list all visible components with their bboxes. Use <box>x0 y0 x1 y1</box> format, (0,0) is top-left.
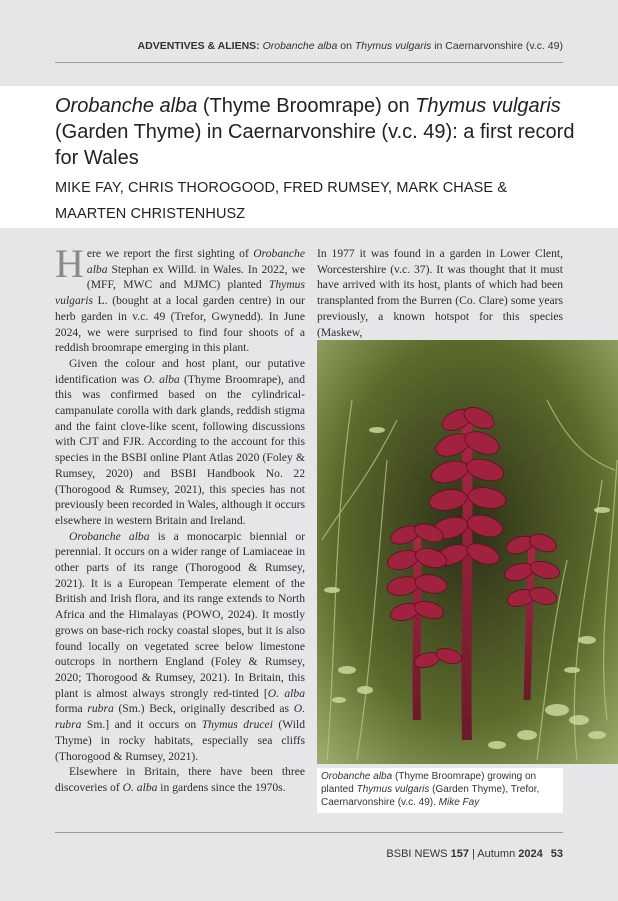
p3-text-b: forma <box>55 702 88 716</box>
p3-text-e: (Wild Thyme) in rocky habitats, especially sea cliffs (Thorogood & Rumsey, 2021). <box>55 718 306 763</box>
issue-number: 157 <box>450 848 469 860</box>
footer-divider <box>55 832 563 833</box>
paragraph-2 <box>55 356 305 529</box>
body-column-right <box>317 246 563 340</box>
running-header-text <box>138 40 563 52</box>
issue-season: | Autumn <box>468 848 519 860</box>
broomrape-photo-illustration <box>317 340 618 764</box>
figure-caption <box>317 768 563 813</box>
p3-text-d: Sm.] and it occurs on <box>81 718 202 732</box>
p3-taxon-1: Orobanche alba <box>69 529 150 543</box>
header-divider <box>55 62 563 63</box>
p1-text-b: Stephan ex Willd. in Wales. In 2022, we (MFF, MWC and MJMC) planted <box>86 262 305 292</box>
p2-text-a: Given the colour and host plant, our putative identification was <box>55 356 305 386</box>
p3-text-c: (Sm.) Beck, originally described as <box>113 702 294 716</box>
p4-text-b: in gardens since the 1970s. <box>157 780 286 794</box>
body-column-left <box>55 241 306 796</box>
p2-taxon-1: O. alba <box>143 372 180 386</box>
drop-cap: H <box>55 241 84 286</box>
p1-taxon-1: Orobanche alba <box>86 247 305 276</box>
broomrape-photo <box>317 340 618 764</box>
running-header <box>0 0 618 86</box>
p1-taxon-2: Thymus vulgaris <box>55 278 305 308</box>
caption-taxon-2: Thymus vulgaris <box>356 784 430 795</box>
header-text-mid: on <box>337 40 355 52</box>
paragraph-3 <box>55 529 305 765</box>
p3-text-a: is a monocarpic biennial or perennial. It occurs on a wider range of Lamiaceae in other parts of its range (Thorogood & Rumsey, 2021). It is a European Temperate element of the British and Irish flora, and its range extends to North Africa and the Himalayas (POWO, 2024). It mostly grows on base-rich rocky coastal slopes, but it is also found locally on vegetated scree below limestone outcrops in northern England (Foley & Rumsey, 2020; Thorogood & Rumsey, 2021). In Britain, this plant is almost always strongly red-tinted [ <box>55 529 305 700</box>
title-text-1: (Thyme Broomrape) on <box>197 95 416 117</box>
article-title <box>55 93 575 171</box>
section-label: ADVENTIVES & ALIENS: <box>137 40 260 52</box>
photo-credit: Mike Fay <box>438 797 480 808</box>
p4-taxon-1: O. alba <box>122 780 158 794</box>
paragraph-5: In 1977 it was found in a garden in Lower Clent, Worcestershire (v.c. 37). It was thought that it must have arrived with its host, plants of which had been transplanted from the Burren (Co. Clare) some years previously, a known hotspot for this species (Maskew, <box>317 247 563 339</box>
p2-text-b: (Thyme Broomrape), and this was confirmed based on the cylindrical-campanulate corolla with dark glands, reddish stigma and the faint clove-like scent, following discussions with CJT and FJR. According to the account for this species in the BSBI online Plant Atlas 2020 (Foley & Rumsey, 2020) and BSBI Handbook No. 22 (Thorogood & Rumsey, 2021), this species has not previously been recorded in Wales, although it occurs elsewhere in western Britain and Ireland. <box>55 372 305 527</box>
page-number: 53 <box>550 848 563 860</box>
header-taxon-1: Orobanche alba <box>262 40 338 52</box>
p1-text-a: ere we report the first sighting of <box>86 247 254 260</box>
p1-text-c: L. (bought at a local garden centre) in our herb garden in v.c. 49 (Trefor, Gwynedd). In June 2024, we were surprised to find four shoots of a reddish broomrape emerging in this plant. <box>55 294 305 355</box>
header-text-tail: in Caernarvonshire (v.c. 49) <box>431 40 563 52</box>
title-taxon-2: Thymus vulgaris <box>415 95 561 117</box>
paragraph-4 <box>55 764 305 795</box>
title-taxon-1: Orobanche alba <box>55 95 198 117</box>
header-taxon-2: Thymus vulgaris <box>354 40 432 52</box>
caption-text-b: (Garden Thyme), Trefor, Caernarvonshire (v.c. 49). <box>321 784 540 808</box>
caption-taxon-1: Orobanche alba <box>321 771 393 782</box>
caption-text-a: (Thyme Broomrape) growing on planted <box>321 771 537 795</box>
author-list: MIKE FAY, CHRIS THOROGOOD, FRED RUMSEY, MARK CHASE & MAARTEN CHRISTENHUSZ <box>55 180 508 222</box>
p3-taxon-5: Thymus drucei <box>201 718 273 732</box>
page-footer <box>386 848 563 860</box>
title-text-2: (Garden Thyme) in Caernarvonshire (v.c. 49): a first record for Wales <box>55 121 575 169</box>
paragraph-1 <box>55 241 305 356</box>
journal-name: BSBI NEWS <box>386 848 451 860</box>
p3-taxon-4: O. rubra <box>55 702 305 732</box>
p4-text-a: Elsewhere in Britain, there have been three discoveries of <box>55 765 305 794</box>
issue-year: 2024 <box>518 848 543 860</box>
p3-taxon-3: rubra <box>87 702 114 716</box>
p3-taxon-2: O. alba <box>267 686 305 700</box>
